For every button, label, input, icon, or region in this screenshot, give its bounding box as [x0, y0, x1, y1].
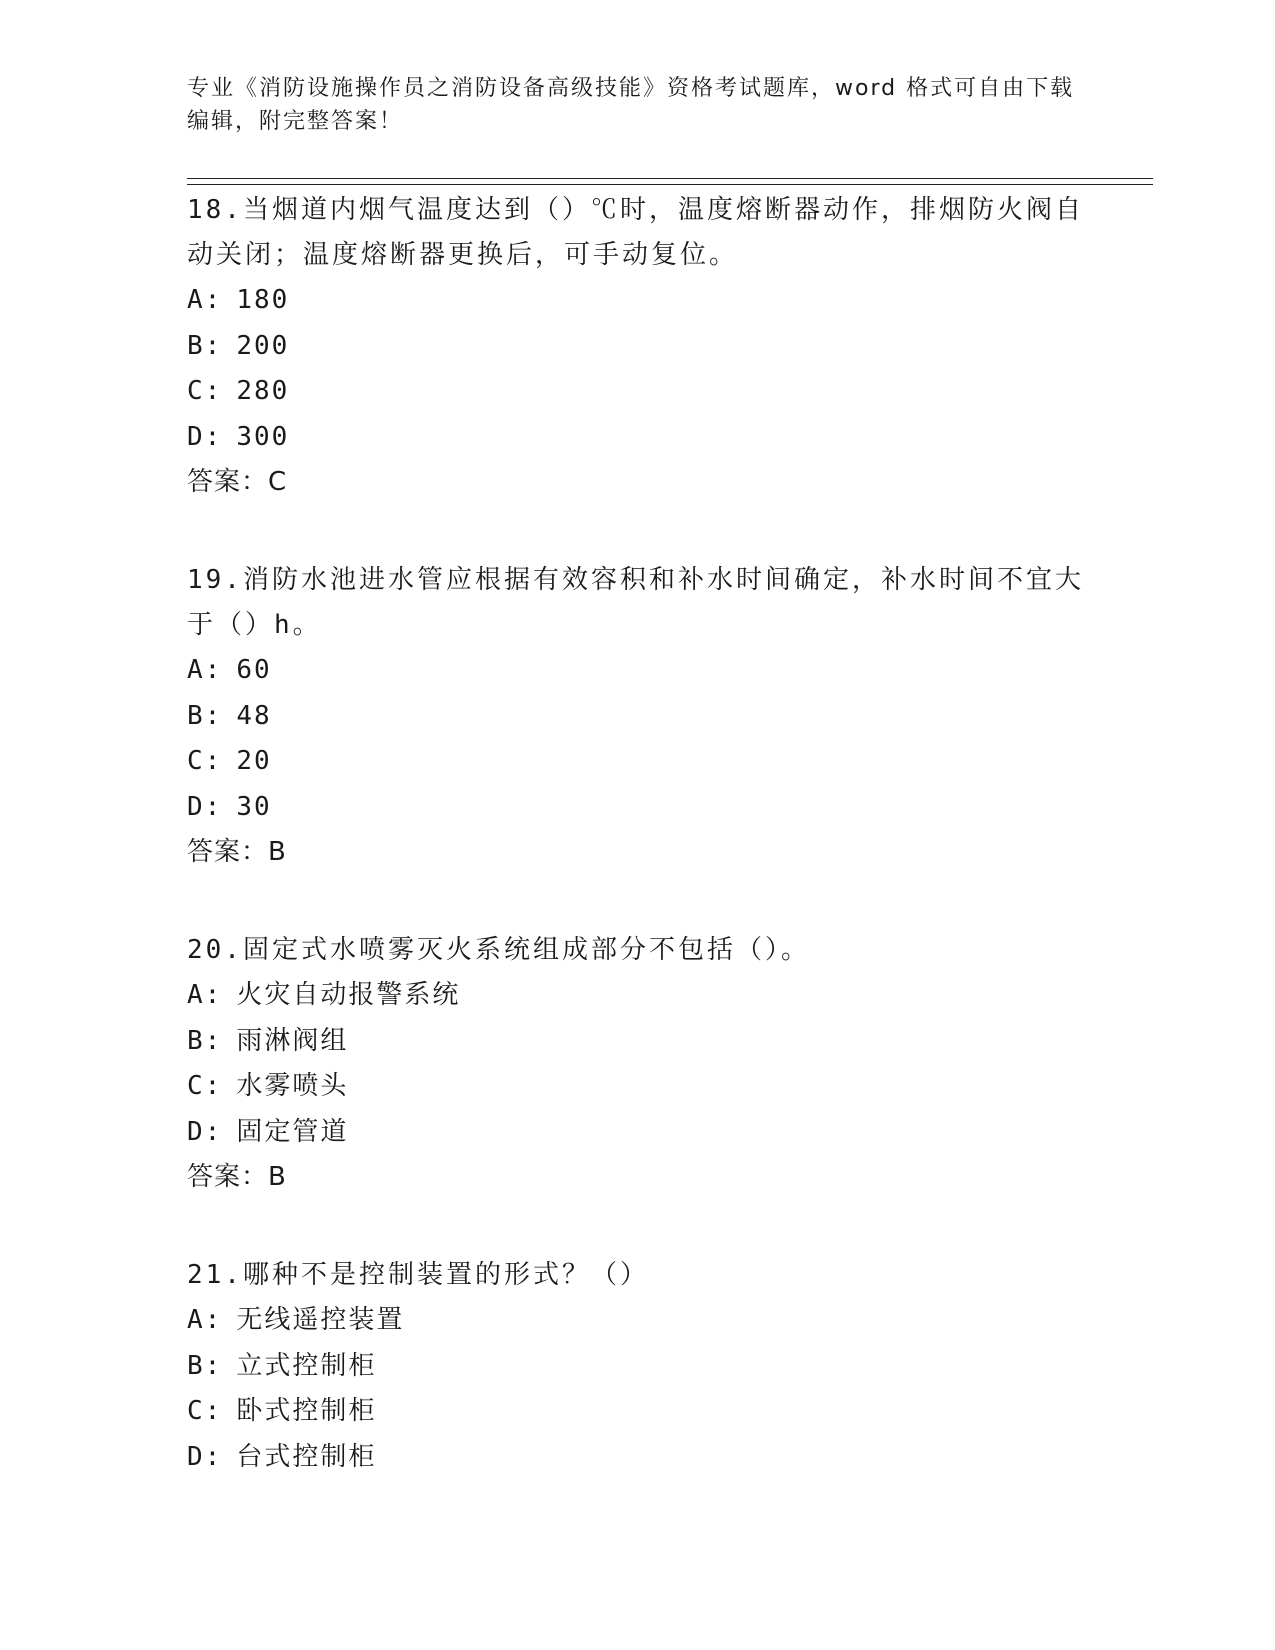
document-header: 专业《消防设施操作员之消防设备高级技能》资格考试题库，word 格式可自由下载编辑，附完整答案！ [187, 76, 1075, 134]
option-b: B: 48 [187, 700, 272, 731]
option-key: C [187, 376, 205, 406]
option-b: B: 立式控制柜 [187, 1350, 377, 1381]
answer-value: B [268, 837, 287, 867]
question-stem: 19.消防水池进水管应根据有效容积和补水时间确定，补水时间不宜大于（）h。 [187, 565, 1084, 640]
option-key: D [187, 1441, 205, 1472]
header-divider-top [187, 178, 1153, 179]
answer-line [187, 1155, 1087, 1200]
option-a: A: 180 [187, 285, 290, 315]
option-c: C: 卧式控制柜 [187, 1396, 377, 1426]
option-b: B: 200 [187, 330, 290, 361]
answer-label: 答案： [187, 467, 269, 497]
option-text: 30 [236, 791, 272, 822]
option-d: D: 30 [187, 791, 272, 822]
option-d: D: 台式控制柜 [187, 1441, 377, 1472]
answer-line [187, 460, 1087, 505]
option-key: C [187, 746, 205, 776]
question-21 [187, 1253, 1087, 1480]
option-text: 台式控制柜 [236, 1441, 377, 1472]
option-b: B: 雨淋阀组 [187, 1025, 349, 1056]
header-divider-bottom [187, 184, 1153, 185]
option-d: D: 固定管道 [187, 1116, 349, 1147]
option-a: A: 60 [187, 655, 272, 685]
option-key: C [187, 1071, 205, 1101]
option-key: B [187, 1350, 205, 1381]
option-key: C [187, 1396, 205, 1426]
option-key: B [187, 1025, 205, 1056]
option-c: C: 水雾喷头 [187, 1071, 349, 1101]
question-20 [187, 928, 1087, 1200]
option-text: 180 [236, 285, 290, 315]
option-key: A [187, 655, 205, 685]
option-key: B [187, 330, 205, 361]
option-text: 280 [236, 376, 290, 406]
option-key: B [187, 700, 205, 731]
option-text: 200 [236, 330, 290, 361]
option-text: 无线遥控装置 [236, 1305, 405, 1335]
option-text: 60 [236, 655, 272, 685]
option-key: D [187, 791, 205, 822]
answer-label: 答案： [187, 1162, 269, 1192]
option-text: 水雾喷头 [236, 1071, 349, 1101]
option-key: D [187, 421, 205, 452]
question-18 [187, 188, 1087, 505]
option-text: 卧式控制柜 [236, 1396, 377, 1426]
answer-value: B [268, 1162, 287, 1192]
answer-line [187, 830, 1087, 875]
option-text: 48 [236, 700, 272, 731]
option-a: A: 无线遥控装置 [187, 1305, 405, 1335]
question-stem: 20.固定式水喷雾灭火系统组成部分不包括（）。 [187, 935, 810, 965]
option-key: D [187, 1116, 205, 1147]
option-c: C: 280 [187, 376, 290, 406]
answer-label: 答案： [187, 837, 269, 867]
question-list [187, 188, 1087, 1533]
option-a: A: 火灾自动报警系统 [187, 980, 461, 1010]
question-stem: 18.当烟道内烟气温度达到（）℃时，温度熔断器动作，排烟防火阀自动关闭；温度熔断器更换后，可手动复位。 [187, 195, 1084, 270]
question-stem: 21.哪种不是控制装置的形式？（） [187, 1260, 649, 1290]
option-c: C: 20 [187, 746, 272, 776]
option-text: 火灾自动报警系统 [236, 980, 461, 1010]
option-key: A [187, 285, 205, 315]
answer-value: C [268, 467, 288, 497]
option-text: 雨淋阀组 [236, 1025, 349, 1056]
option-d: D: 300 [187, 421, 290, 452]
option-text: 20 [236, 746, 272, 776]
option-key: A [187, 980, 205, 1010]
option-text: 300 [236, 421, 290, 452]
option-text: 固定管道 [236, 1116, 349, 1147]
option-text: 立式控制柜 [236, 1350, 377, 1381]
option-key: A [187, 1305, 205, 1335]
question-19 [187, 558, 1087, 875]
